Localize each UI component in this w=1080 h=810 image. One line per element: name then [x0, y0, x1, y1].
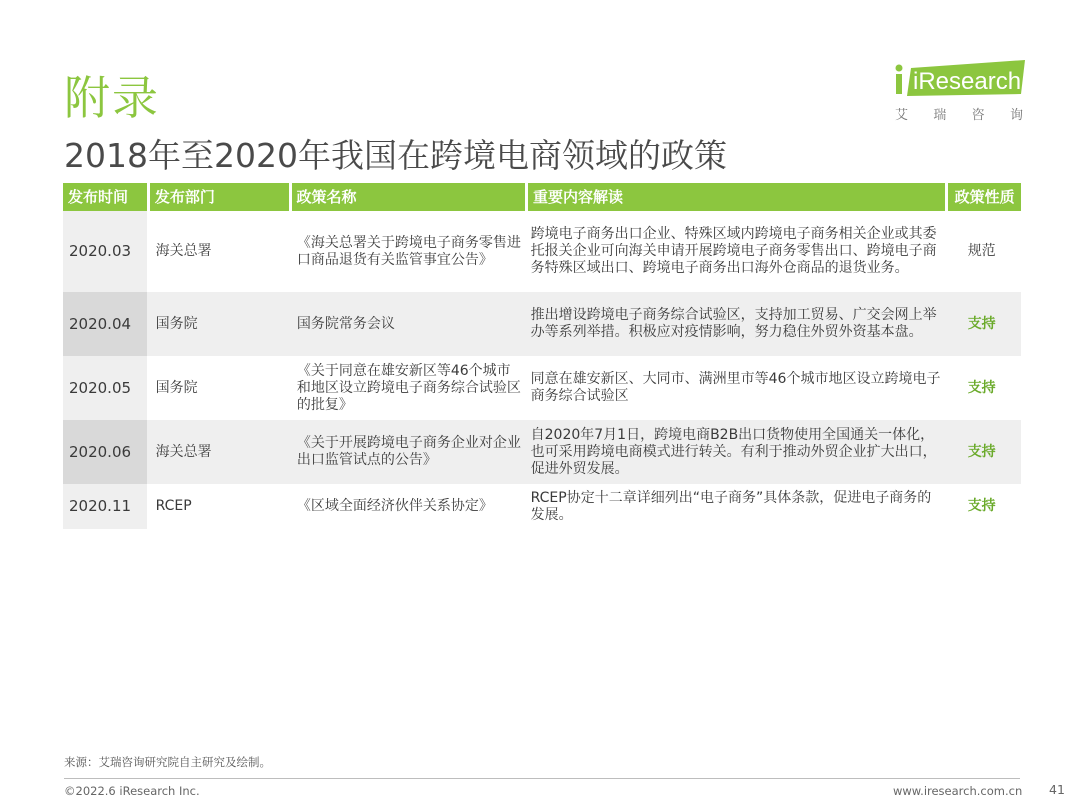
- row-content: 同意在雄安新区、大同市、满洲里市等46个城市地区设立跨境电子商务综合试验区: [530, 371, 941, 404]
- row-date: 2020.11: [63, 484, 147, 529]
- row-policy-name: 《关于同意在雄安新区等46个城市和地区设立跨境电子商务综合试验区的批复》: [296, 362, 521, 413]
- row-nature: 支持: [967, 498, 996, 514]
- page-number: 41: [1049, 782, 1065, 797]
- row-content: 自2020年7月1日，跨境电商B2B出口货物使用全国通关一体化，也可采用跨境电商模式进行转关。有利于推动外贸企业扩大出口，促进外贸发展。: [530, 426, 937, 477]
- row-policy-name: 国务院常务会议: [296, 315, 395, 332]
- logo-char: 瑞: [933, 108, 947, 123]
- logo-char: 咨: [971, 108, 985, 123]
- table-row: [63, 420, 1021, 484]
- row-dept: 海关总署: [155, 443, 212, 460]
- source-note: 来源：艾瑞咨询研究院自主研究及绘制。: [64, 755, 271, 769]
- table-row: [63, 484, 1021, 529]
- row-dept: RCEP: [155, 498, 192, 514]
- page-heading: 附录: [64, 71, 160, 125]
- row-nature: 支持: [967, 443, 996, 460]
- row-policy-name: 《区域全面经济伙伴关系协定》: [296, 498, 493, 514]
- footer-divider: [64, 778, 1020, 779]
- row-dept: 海关总署: [155, 243, 212, 259]
- table-header-row: [63, 183, 1021, 211]
- row-policy-name: 《海关总署关于跨境电子商务零售进口商品退货有关监管事宜公告》: [296, 234, 521, 268]
- page-subtitle: 2018年至2020年我国在跨境电商领域的政策: [64, 136, 727, 175]
- row-dept: 国务院: [155, 379, 198, 396]
- logo-chinese-name: [895, 104, 1023, 123]
- row-date: 2020.03: [63, 211, 147, 292]
- row-date: 2020.05: [63, 356, 147, 420]
- header-date: 发布时间: [63, 183, 147, 211]
- row-nature: 支持: [967, 379, 996, 396]
- row-content: 推出增设跨境电子商务综合试验区，支持加工贸易、广交会网上举办等系列举措。积极应对疫情影响，努力稳住外贸外资基本盘。: [530, 307, 937, 340]
- header-nature: 政策性质: [948, 183, 1021, 211]
- table-row: [63, 211, 1021, 292]
- table-row: [63, 356, 1021, 420]
- policy-table: [63, 183, 1021, 529]
- row-date: 2020.06: [63, 420, 147, 484]
- row-dept: 国务院: [155, 315, 198, 332]
- logo-mark: [893, 58, 1028, 98]
- row-policy-name: 《关于开展跨境电子商务企业对企业出口监管试点的公告》: [296, 435, 521, 468]
- row-nature: 规范: [967, 243, 996, 259]
- logo-char: 艾: [895, 108, 909, 123]
- logo-text: iResearch: [913, 68, 1022, 95]
- row-content: RCEP协定十二章详细列出“电子商务”具体条款，促进电子商务的发展。: [530, 489, 932, 523]
- row-date: 2020.04: [63, 292, 147, 356]
- row-content: 跨境电子商务出口企业、特殊区域内跨境电子商务相关企业或其委托报关企业可向海关申请开展跨境电子商务零售出口、跨境电子商务特殊区域出口、跨境电子商务出口海外仓商品的退货业务。: [530, 226, 937, 276]
- website-text: www.iresearch.com.cn: [893, 784, 1023, 798]
- logo-char: 询: [1009, 108, 1023, 123]
- header-dept: 发布部门: [150, 183, 289, 211]
- row-nature: 支持: [967, 315, 996, 332]
- header-content: 重要内容解读: [528, 183, 945, 211]
- table-row: [63, 292, 1021, 356]
- copyright-text: ©2022.6 iResearch Inc.: [64, 784, 200, 798]
- header-policy-name: 政策名称: [292, 183, 526, 211]
